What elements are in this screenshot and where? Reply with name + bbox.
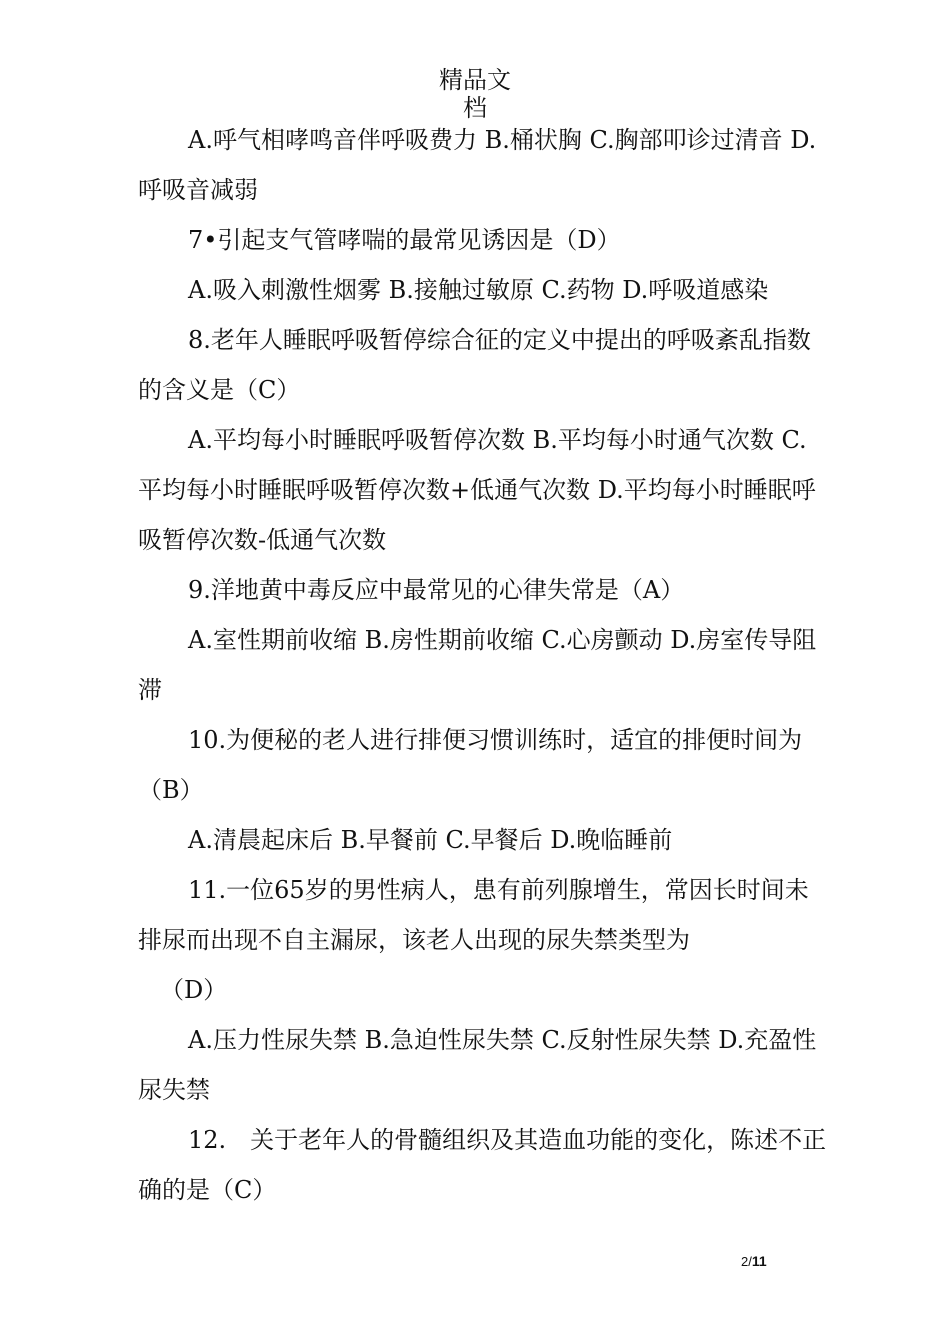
answer-11: （D） — [160, 976, 228, 1004]
question-10: 10.为便秘的老人进行排便习惯训练时，适宜的排便时间为（B） — [138, 726, 803, 804]
page-header — [0, 66, 950, 122]
options-7: A.吸入刺激性烟雾 B.接触过敏原 C.药物 D.呼吸道感染 — [188, 276, 769, 304]
question-7: 7•引起支气管哮喘的最常见诱因是（D） — [188, 226, 621, 254]
options-11: A.压力性尿失禁 B.急迫性尿失禁 C.反射性尿失禁 D.充盈性尿失禁 — [138, 1026, 817, 1104]
paragraph: A.呼气相哮鸣音伴呼吸费力 B.桶状胸 C.胸部叩诊过清音 D.呼吸音减弱 — [138, 126, 817, 204]
header-line-1: 精品文 — [439, 66, 511, 94]
header-line-2: 档 — [463, 94, 487, 122]
question-12: 12. 关于老年人的骨髓组织及其造血功能的变化，陈述不正确的是（C） — [138, 1126, 827, 1204]
options-8: A.平均每小时睡眠呼吸暂停次数 B.平均每小时通气次数 C.平均每小时睡眠呼吸暂停次数+低通气次数 D.平均每小时睡眠呼吸暂停次数-低通气次数 — [138, 426, 816, 554]
options-10: A.清晨起床后 B.早餐前 C.早餐后 D.晚临睡前 — [188, 826, 673, 854]
document-body — [138, 115, 828, 1215]
page-total: 11 — [751, 1253, 767, 1269]
question-8: 8.老年人睡眠呼吸暂停综合征的定义中提出的呼吸紊乱指数的含义是（C） — [138, 326, 811, 404]
question-9: 9.洋地黄中毒反应中最常见的心律失常是（A） — [188, 576, 685, 604]
options-9: A.室性期前收缩 B.房性期前收缩 C.心房颤动 D.房室传导阻滞 — [138, 626, 817, 704]
page-current: 2/ — [741, 1254, 752, 1269]
question-11: 11.一位65岁的男性病人，患有前列腺增生，常因长时间未排尿而出现不自主漏尿，该老人出现的尿失禁类型为 — [138, 876, 809, 954]
page-number — [741, 1253, 767, 1269]
